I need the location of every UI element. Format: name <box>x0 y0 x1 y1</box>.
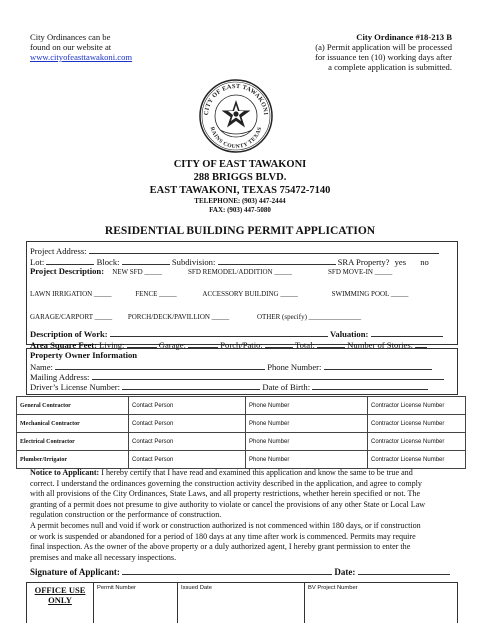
website-link[interactable]: www.cityofeasttawakoni.com <box>30 52 133 62</box>
website-note-line: found on our website at <box>30 42 112 52</box>
work-description-field[interactable] <box>110 327 328 337</box>
lot-field[interactable] <box>46 255 94 265</box>
option-lawn-irrigation[interactable]: LAWN IRRIGATION _____ <box>30 290 112 298</box>
sra-yes[interactable]: yes <box>394 257 407 267</box>
valuation-label: Valuation: <box>329 329 369 339</box>
ordinance-line: for issuance ten (10) working days after <box>315 52 452 62</box>
owner-phone-label: Phone Number: <box>267 362 322 372</box>
phone-number-cell[interactable]: Phone Number <box>246 397 368 415</box>
city-address2: EAST TAWAKONI, TEXAS 75472-7140 <box>149 185 331 196</box>
license-number-cell[interactable]: Contractor License Number <box>368 397 466 415</box>
stories-field[interactable] <box>415 338 427 348</box>
contact-person-cell[interactable]: Contact Person <box>129 397 246 415</box>
license-number-cell[interactable]: Contractor License Number <box>368 415 466 433</box>
website-note <box>30 32 132 62</box>
notice-line: A permit becomes null and void if work or construction authorized is not commenced within 180 days, or if construction <box>30 520 421 530</box>
stories-label: Number of Stories: <box>347 340 414 350</box>
subdivision-label: Subdivision: <box>171 257 216 267</box>
option-sfd-move-in[interactable]: SFD MOVE-IN _____ <box>328 268 393 276</box>
living-field[interactable] <box>127 338 157 348</box>
notice-line: granting of a permit does not presume to give authority to violate or cancel the provisions of any other State or Local Law <box>30 499 426 509</box>
ordinance-note <box>315 32 452 72</box>
notice-line: correct. I understand the ordinances governing the construction activity described in the application, and agree to comply <box>30 478 422 488</box>
porch-label: Porch/Patio: <box>220 340 263 350</box>
porch-field[interactable] <box>265 338 293 348</box>
table-row <box>17 415 466 433</box>
lot-label: Lot: <box>30 257 45 267</box>
license-number-cell[interactable]: Contractor License Number <box>368 451 466 469</box>
option-sfd-remodel[interactable]: SFD REMODEL/ADDITION _____ <box>188 268 292 276</box>
signature-label: Signature of Applicant: <box>30 567 120 577</box>
contact-person-cell[interactable]: Contact Person <box>129 415 246 433</box>
signature-field[interactable] <box>122 565 332 575</box>
license-number-cell[interactable]: Contractor License Number <box>368 433 466 451</box>
phone-number-cell[interactable]: Phone Number <box>246 433 368 451</box>
city-seal <box>198 78 274 154</box>
city-seal-graphic <box>198 78 274 154</box>
table-row <box>17 451 466 469</box>
city-name: CITY OF EAST TAWAKONI <box>173 159 307 170</box>
option-accessory-building[interactable]: ACCESSORY BUILDING _____ <box>202 290 298 298</box>
notice-to-applicant <box>30 468 460 563</box>
subdivision-field[interactable] <box>218 255 336 265</box>
issued-date-field[interactable]: Issued Date <box>181 585 212 591</box>
contractor-role: Mechanical Contractor <box>17 415 129 433</box>
area-label: Area Square Feet: <box>30 340 97 350</box>
city-telephone: TELEPHONE: (903) 447-2444 <box>194 197 286 205</box>
svg-text:RAINS COUNTY TEXAS: RAINS COUNTY TEXAS <box>208 126 264 151</box>
phone-number-cell[interactable]: Phone Number <box>246 451 368 469</box>
option-porch-deck[interactable]: PORCH/DECK/PAVILLION _____ <box>127 313 230 321</box>
contractor-role: Plumber/Irrigator <box>17 451 129 469</box>
signature-row <box>30 565 460 577</box>
option-new-sfd[interactable]: NEW SFD _____ <box>112 268 162 276</box>
drivers-license-label: Driver’s License Number: <box>30 382 121 392</box>
total-label: Total: <box>294 340 315 350</box>
owner-section-title: Property Owner Information <box>30 350 138 360</box>
owner-phone-field[interactable] <box>324 360 432 370</box>
work-description-label: Description of Work: <box>30 329 108 339</box>
project-description-label: Project Description: <box>30 266 105 276</box>
city-address1: 288 BRIGGS BLVD. <box>193 172 287 183</box>
svg-text:CITY OF EAST TAWAKONI: CITY OF EAST TAWAKONI <box>202 82 270 116</box>
project-fields <box>30 244 454 349</box>
garage-label: Garage: <box>158 340 186 350</box>
option-fence[interactable]: FENCE _____ <box>135 290 177 298</box>
city-fax: FAX: (903) 447-5080 <box>209 206 271 214</box>
notice-label: Notice to Applicant: <box>30 468 100 477</box>
notice-line: I hereby certify that I have read and examined this application and know the same to be true and <box>99 468 413 477</box>
signature-date-field[interactable] <box>358 565 450 575</box>
notice-line: premises and make all necessary inspections. <box>30 552 177 562</box>
permit-number-field[interactable]: Permit Number <box>97 585 136 591</box>
date-of-birth-field[interactable] <box>312 380 428 390</box>
office-use-label <box>33 585 87 605</box>
sra-no[interactable]: no <box>420 257 429 267</box>
project-address-field[interactable] <box>89 244 439 254</box>
notice-line: regulation construction or the performance of construction. <box>30 510 222 520</box>
website-note-line: City Ordinances can be <box>30 32 111 42</box>
owner-name-label: Name: <box>30 362 53 372</box>
mailing-address-field[interactable] <box>92 370 444 380</box>
form-title: RESIDENTIAL BUILDING PERMIT APPLICATION <box>104 225 376 237</box>
option-garage-carport[interactable]: GARAGE/CARPORT _____ <box>30 313 113 321</box>
contractor-role: Electrical Contractor <box>17 433 129 451</box>
signature-date-label: Date: <box>334 567 356 577</box>
contact-person-cell[interactable]: Contact Person <box>129 433 246 451</box>
total-field[interactable] <box>317 338 345 348</box>
contractor-role: General Contractor <box>17 397 129 415</box>
phone-number-cell[interactable]: Phone Number <box>246 415 368 433</box>
office-use-line: ONLY <box>48 595 72 605</box>
ordinance-line: a complete application is submitted. <box>328 62 452 72</box>
drivers-license-field[interactable] <box>122 380 260 390</box>
date-of-birth-label: Date of Birth: <box>262 382 311 392</box>
living-label: Living: <box>99 340 125 350</box>
garage-field[interactable] <box>188 338 218 348</box>
notice-line: with all provisions of the City Ordinances, State Laws, and all property restrictions, whether herein specified or not. The <box>30 489 421 499</box>
bv-project-number-field[interactable]: BV Project Number <box>308 585 358 591</box>
mailing-address-label: Mailing Address: <box>30 372 90 382</box>
option-other[interactable]: OTHER (specify) _______________ <box>256 313 362 321</box>
ordinance-title: City Ordinance #18-213 B <box>356 32 452 42</box>
notice-line: final inspection. As the owner of the above property or a duly authorized agent, I hereby grant permission to enter the <box>30 542 411 552</box>
office-use-line: OFFICE USE <box>34 585 86 595</box>
city-block <box>0 158 480 215</box>
block-label: Block: <box>96 257 120 267</box>
contact-person-cell[interactable]: Contact Person <box>129 451 246 469</box>
table-row <box>17 433 466 451</box>
block-field[interactable] <box>122 255 170 265</box>
owner-name-field[interactable] <box>55 360 265 370</box>
notice-line: or work is suspended or abandoned for a period of 180 days at any time after work is commenced. Permits may require <box>30 531 416 541</box>
project-address-label: Project Address: <box>30 246 87 256</box>
office-use-box <box>26 582 458 623</box>
sra-label: SRA Property? <box>337 257 390 267</box>
ordinance-line: (a) Permit application will be processed <box>315 42 452 52</box>
owner-fields <box>30 350 454 390</box>
option-swimming-pool[interactable]: SWIMMING POOL _____ <box>331 290 409 298</box>
table-row <box>17 397 466 415</box>
contractors-table <box>16 396 466 469</box>
valuation-field[interactable] <box>371 327 443 337</box>
